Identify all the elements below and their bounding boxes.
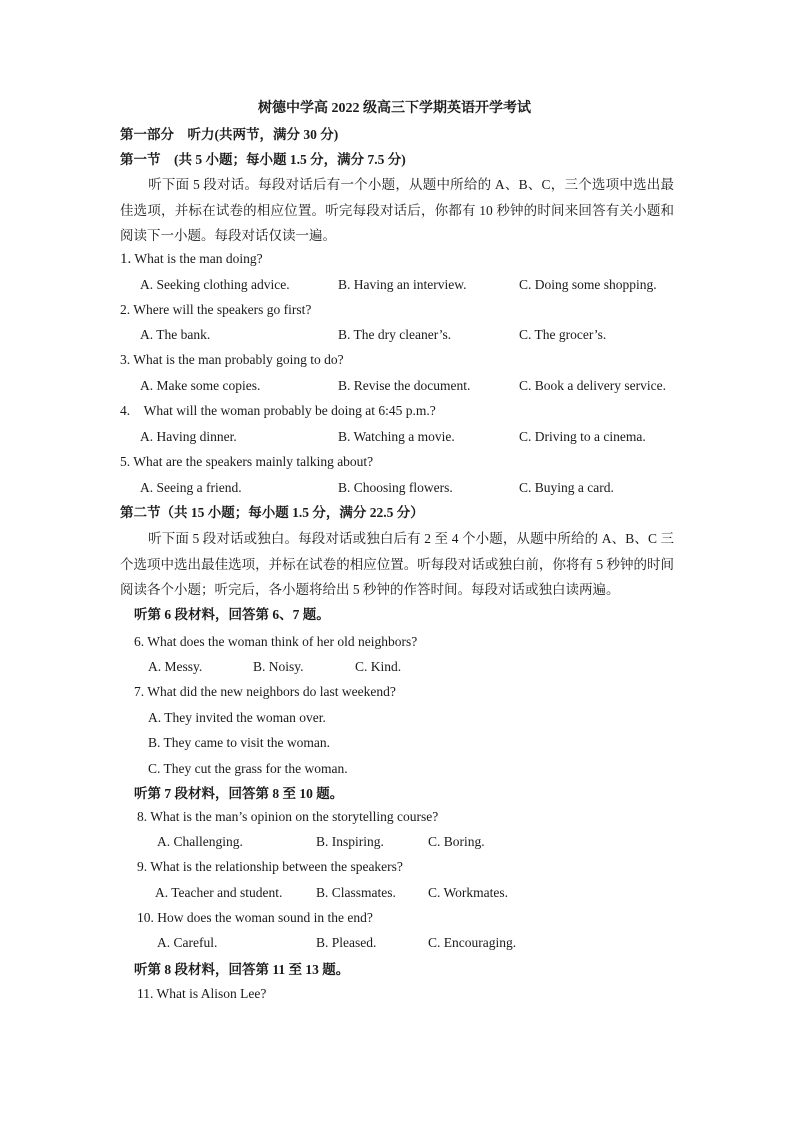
q7-option-c[interactable]: C. They cut the grass for the woman. bbox=[148, 761, 348, 776]
q1-option-a[interactable]: A. Seeking clothing advice. bbox=[140, 277, 290, 292]
q5-option-a[interactable]: A. Seeing a friend. bbox=[140, 480, 242, 495]
question-8: 8. What is the man’s opinion on the storytelling course? bbox=[137, 809, 439, 824]
question-6: 6. What does the woman think of her old neighbors? bbox=[134, 634, 418, 649]
q8-option-c[interactable]: C. Boring. bbox=[428, 834, 485, 849]
section1-heading: 第一节 (共 5 小题；每小题 1.5 分，满分 7.5 分) bbox=[120, 152, 406, 167]
q2-option-a[interactable]: A. The bank. bbox=[140, 327, 211, 342]
section2-heading: 第二节（共 15 小题；每小题 1.5 分，满分 22.5 分） bbox=[120, 505, 424, 520]
q9-option-a[interactable]: A. Teacher and student. bbox=[155, 885, 283, 900]
q10-option-b[interactable]: B. Pleased. bbox=[316, 935, 377, 950]
q4-option-c[interactable]: C. Driving to a cinema. bbox=[519, 429, 646, 444]
section1-instructions: 听下面 5 段对话。每段对话后有一个小题，从题中所给的 A、B、C，三个选项中选出最佳选项，并标在试卷的相应位置。听完每段对话后，你都有 10 秒钟的时间来回答有关小题和阅读下一小题。每段对话仅读一遍。 bbox=[120, 177, 674, 243]
q8-option-a[interactable]: A. Challenging. bbox=[157, 834, 243, 849]
q2-option-b[interactable]: B. The dry cleaner’s. bbox=[338, 327, 452, 342]
q10-option-a[interactable]: A. Careful. bbox=[157, 935, 218, 950]
material-6-heading: 听第 6 段材料，回答第 6、7 题。 bbox=[134, 607, 330, 622]
q3-option-c[interactable]: C. Book a delivery service. bbox=[519, 378, 666, 393]
q1-option-b[interactable]: B. Having an interview. bbox=[338, 277, 467, 292]
q7-option-a[interactable]: A. They invited the woman over. bbox=[148, 710, 326, 725]
material-7-heading: 听第 7 段材料，回答第 8 至 10 题。 bbox=[134, 786, 344, 801]
page-title: 树德中学高 2022 级高三下学期英语开学考试 bbox=[258, 101, 531, 116]
section2-instructions: 听下面 5 段对话或独白。每段对话或独白后有 2 至 4 个小题，从题中所给的 A、B、C 三个选项中选出最佳选项，并标在试卷的相应位置。听每段对话或独白前，你将有 5 秒钟的时间阅读各个小题；听完后，各小题将给出 5 秒钟的作答时间。每段对话或独白读两遍。 bbox=[120, 531, 674, 597]
material-8-heading: 听第 8 段材料，回答第 11 至 13 题。 bbox=[134, 962, 350, 977]
q6-option-a[interactable]: A. Messy. bbox=[148, 659, 203, 674]
q10-option-c[interactable]: C. Encouraging. bbox=[428, 935, 517, 950]
question-4: 4. What will the woman probably be doing at 6:45 p.m.? bbox=[120, 403, 436, 418]
question-10: 10. How does the woman sound in the end? bbox=[137, 910, 373, 925]
q8-option-b[interactable]: B. Inspiring. bbox=[316, 834, 384, 849]
question-7: 7. What did the new neighbors do last weekend? bbox=[134, 684, 396, 699]
part1-heading: 第一部分 听力(共两节，满分 30 分) bbox=[120, 127, 339, 142]
q1-option-c[interactable]: C. Doing some shopping. bbox=[519, 277, 657, 292]
q7-option-b[interactable]: B. They came to visit the woman. bbox=[148, 735, 330, 750]
q5-option-c[interactable]: C. Buying a card. bbox=[519, 480, 614, 495]
question-5: 5. What are the speakers mainly talking about? bbox=[120, 454, 374, 469]
question-1: 1. What is the man doing? bbox=[120, 251, 263, 267]
question-9: 9. What is the relationship between the speakers? bbox=[137, 859, 403, 874]
q4-option-b[interactable]: B. Watching a movie. bbox=[338, 429, 455, 444]
q9-option-c[interactable]: C. Workmates. bbox=[428, 885, 509, 900]
q2-option-c[interactable]: C. The grocer’s. bbox=[519, 327, 607, 342]
q6-option-b[interactable]: B. Noisy. bbox=[253, 659, 304, 674]
q4-option-a[interactable]: A. Having dinner. bbox=[140, 429, 237, 444]
question-2: 2. Where will the speakers go first? bbox=[120, 302, 312, 317]
q5-option-b[interactable]: B. Choosing flowers. bbox=[338, 480, 453, 495]
question-3: 3. What is the man probably going to do? bbox=[120, 352, 344, 367]
q6-option-c[interactable]: C. Kind. bbox=[355, 659, 402, 674]
q3-option-b[interactable]: B. Revise the document. bbox=[338, 378, 471, 393]
question-11: 11. What is Alison Lee? bbox=[137, 986, 267, 1001]
q9-option-b[interactable]: B. Classmates. bbox=[316, 885, 396, 900]
q3-option-a[interactable]: A. Make some copies. bbox=[140, 378, 261, 393]
